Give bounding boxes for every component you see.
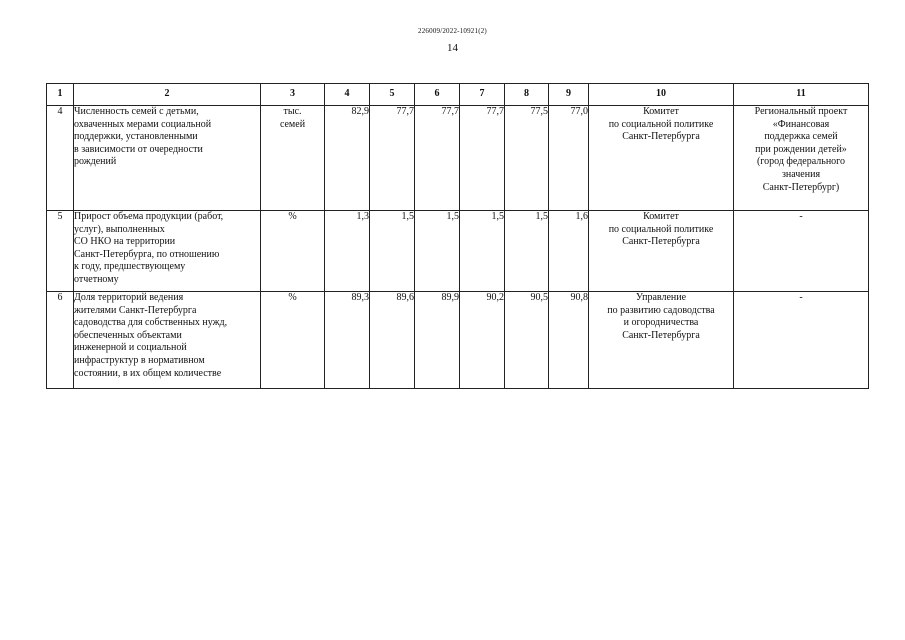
unit-cell: % [261, 292, 325, 389]
column-header: 1 [47, 84, 74, 106]
project-cell: Региональный проект «Финансовая поддержка семей при рождении детей» (город федерального значения Санкт-Петербург) [734, 106, 869, 211]
column-header: 8 [505, 84, 549, 106]
value-cell: 89,9 [415, 292, 460, 389]
value-cell: 89,3 [325, 292, 370, 389]
value-cell: 90,5 [505, 292, 549, 389]
value-cell: 1,5 [370, 211, 415, 292]
column-header: 4 [325, 84, 370, 106]
column-header: 3 [261, 84, 325, 106]
column-header: 6 [415, 84, 460, 106]
table-row [47, 106, 869, 211]
table-row [47, 292, 869, 389]
column-header: 7 [460, 84, 505, 106]
value-cell: 90,8 [549, 292, 589, 389]
value-cell: 1,5 [460, 211, 505, 292]
value-cell: 82,9 [325, 106, 370, 211]
row-number: 4 [47, 106, 74, 211]
column-header: 2 [74, 84, 261, 106]
column-header: 9 [549, 84, 589, 106]
unit-cell: тыс. семей [261, 106, 325, 211]
project-cell: - [734, 211, 869, 292]
value-cell: 1,6 [549, 211, 589, 292]
value-cell: 89,6 [370, 292, 415, 389]
value-cell: 90,2 [460, 292, 505, 389]
value-cell: 77,0 [549, 106, 589, 211]
value-cell: 77,7 [415, 106, 460, 211]
value-cell: 1,3 [325, 211, 370, 292]
column-header: 5 [370, 84, 415, 106]
value-cell: 77,7 [460, 106, 505, 211]
unit-cell: % [261, 211, 325, 292]
value-cell: 1,5 [415, 211, 460, 292]
row-number: 5 [47, 211, 74, 292]
table-header-row [47, 84, 869, 106]
indicator-name: Численность семей с детьми, охваченных мерами социальной поддержки, установленными в зависимости от очередности рождений [74, 106, 261, 211]
value-cell: 77,5 [505, 106, 549, 211]
indicator-name: Доля территорий ведения жителями Санкт-Петербурга садоводства для собственных нужд, обеспеченных объектами инженерной и социальной инфраструктур в нормативном состоянии, в их общем количестве [74, 292, 261, 389]
indicator-name: Прирост объема продукции (работ, услуг), выполненных СО НКО на территории Санкт-Петербурга, по отношению к году, предшествующему отчетному [74, 211, 261, 292]
indicators-table [46, 83, 869, 389]
executor-cell: Комитет по социальной политике Санкт-Петербурга [589, 106, 734, 211]
executor-cell: Комитет по социальной политике Санкт-Петербурга [589, 211, 734, 292]
value-cell: 77,7 [370, 106, 415, 211]
column-header: 11 [734, 84, 869, 106]
column-header: 10 [589, 84, 734, 106]
executor-cell: Управление по развитию садоводства и огородничества Санкт-Петербурга [589, 292, 734, 389]
registration-number: 226009/2022-10921(2) [418, 27, 487, 35]
table-row [47, 211, 869, 292]
project-cell: - [734, 292, 869, 389]
page-number: 14 [447, 42, 458, 54]
value-cell: 1,5 [505, 211, 549, 292]
row-number: 6 [47, 292, 74, 389]
